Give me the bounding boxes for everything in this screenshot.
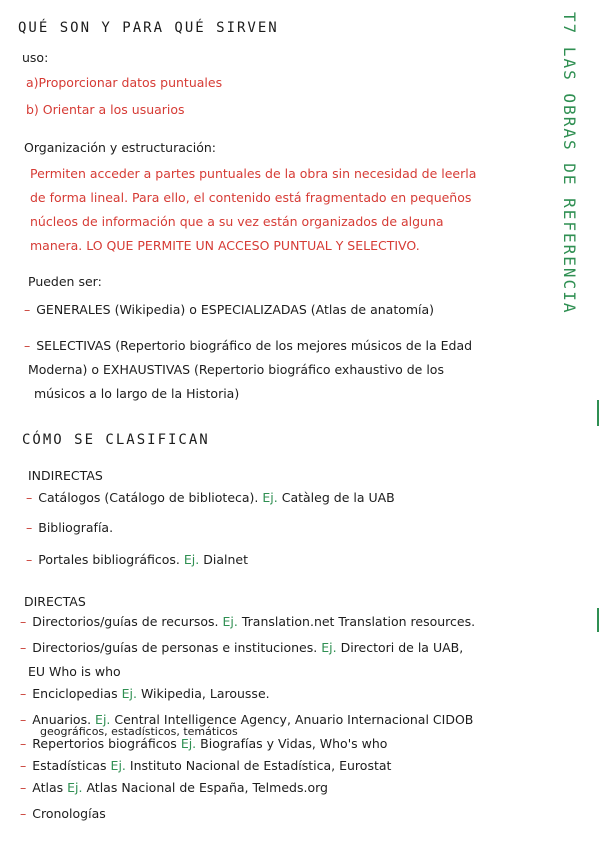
- item-text: Atlas: [32, 780, 64, 795]
- section-heading: QUÉ SON Y PARA QUÉ SIRVEN: [18, 20, 279, 36]
- edge-mark: [597, 400, 599, 426]
- dash-bullet: –: [20, 736, 27, 751]
- ej-label: Ej.: [222, 614, 238, 629]
- dash-bullet: –: [26, 520, 33, 535]
- ej-label: Ej.: [321, 640, 337, 655]
- dash-bullet: –: [20, 614, 27, 629]
- directas-label: DIRECTAS: [24, 594, 86, 609]
- directas-item: [20, 686, 270, 702]
- ej-label: Ej.: [183, 552, 200, 567]
- indirectas-item: [26, 490, 395, 506]
- dash-bullet: –: [26, 552, 33, 567]
- item-example: Biografías y Vidas, Who's who: [200, 736, 388, 751]
- dash-bullet: –: [20, 758, 27, 773]
- organizacion-line: manera. LO QUE PERMITE UN ACCESO PUNTUAL Y SELECTIVO.: [30, 238, 420, 253]
- item-text: Directorios/guías de personas e instituciones.: [32, 640, 318, 655]
- ej-label: Ej.: [121, 686, 137, 701]
- item-text: Orientar a los usuarios: [42, 102, 185, 117]
- item-text: Estadísticas: [32, 758, 107, 773]
- dash-bullet: –: [24, 302, 31, 317]
- pueden-ser-line: músicos a lo largo de la Historia): [34, 386, 240, 401]
- line-text: GENERALES (Wikipedia) o ESPECIALIZADAS (Atlas de anatomía): [36, 302, 435, 317]
- pueden-ser-line: [24, 338, 472, 354]
- item-text: Directorios/guías de recursos.: [32, 614, 219, 629]
- dash-bullet: –: [20, 780, 27, 795]
- dash-bullet: –: [24, 338, 31, 353]
- item-example: Dialnet: [203, 552, 248, 567]
- indirectas-item: [26, 520, 113, 536]
- item-text: Anuarios.: [32, 712, 92, 727]
- item-text: Portales bibliográficos.: [38, 552, 180, 567]
- directas-item: [20, 736, 387, 752]
- dash-bullet: –: [26, 490, 33, 505]
- organizacion-line: núcleos de información que a su vez están organizados de alguna: [30, 214, 444, 229]
- item-text: Bibliografía.: [38, 520, 114, 535]
- directas-item: [20, 640, 463, 656]
- item-text: Catálogos (Catálogo de biblioteca).: [38, 490, 259, 505]
- uso-label: uso:: [22, 50, 49, 65]
- pueden-ser-line: [24, 302, 434, 318]
- pueden-ser-label: Pueden ser:: [28, 274, 102, 289]
- item-text: Enciclopedias: [32, 686, 118, 701]
- item-example: Catàleg de la UAB: [281, 490, 395, 505]
- indirectas-label: INDIRECTAS: [28, 468, 103, 483]
- edge-mark: [597, 608, 599, 632]
- organizacion-label: Organización y estructuración:: [24, 140, 217, 155]
- directas-item-sub: geográficos, estadísticos, temáticos: [40, 725, 238, 738]
- ej-label: Ej.: [67, 780, 83, 795]
- indirectas-item: [26, 552, 248, 568]
- ej-label: Ej.: [110, 758, 126, 773]
- ej-label: Ej.: [262, 490, 278, 505]
- dash-bullet: –: [20, 806, 27, 821]
- directas-item-cont: EU Who is who: [28, 664, 121, 679]
- side-title: T7 LAS OBRAS DE REFERENCIA: [560, 12, 579, 315]
- directas-item: [20, 806, 106, 822]
- directas-item: [20, 780, 328, 796]
- item-example: Atlas Nacional de España, Telmeds.org: [86, 780, 328, 795]
- line-text: SELECTIVAS (Repertorio biográfico de los mejores músicos de la Edad: [36, 338, 473, 353]
- item-example: Directori de la UAB,: [340, 640, 464, 655]
- organizacion-line: Permiten acceder a partes puntuales de la obra sin necesidad de leerla: [30, 166, 477, 181]
- section-heading: CÓMO SE CLASIFICAN: [22, 432, 210, 448]
- item-text: Cronologías: [32, 806, 106, 821]
- uso-item-a: [26, 75, 222, 91]
- item-example: Translation.net Translation resources.: [241, 614, 476, 629]
- item-marker: b): [26, 102, 39, 117]
- directas-item: [20, 614, 475, 630]
- item-marker: a): [26, 75, 39, 90]
- item-text: Repertorios biográficos: [32, 736, 177, 751]
- directas-item: [20, 758, 391, 774]
- uso-item-b: [26, 102, 185, 118]
- pueden-ser-line: Moderna) o EXHAUSTIVAS (Repertorio biográfico exhaustivo de los: [28, 362, 444, 377]
- item-example: Instituto Nacional de Estadística, Eurostat: [129, 758, 392, 773]
- ej-label: Ej.: [95, 712, 111, 727]
- dash-bullet: –: [20, 712, 27, 727]
- item-example: Central Intelligence Agency, Anuario Internacional CIDOB: [114, 712, 474, 727]
- dash-bullet: –: [20, 640, 27, 655]
- item-example: Wikipedia, Larousse.: [140, 686, 270, 701]
- dash-bullet: –: [20, 686, 27, 701]
- organizacion-line: de forma lineal. Para ello, el contenido está fragmentado en pequeños: [30, 190, 472, 205]
- ej-label: Ej.: [180, 736, 197, 751]
- item-text: Proporcionar datos puntuales: [38, 75, 223, 90]
